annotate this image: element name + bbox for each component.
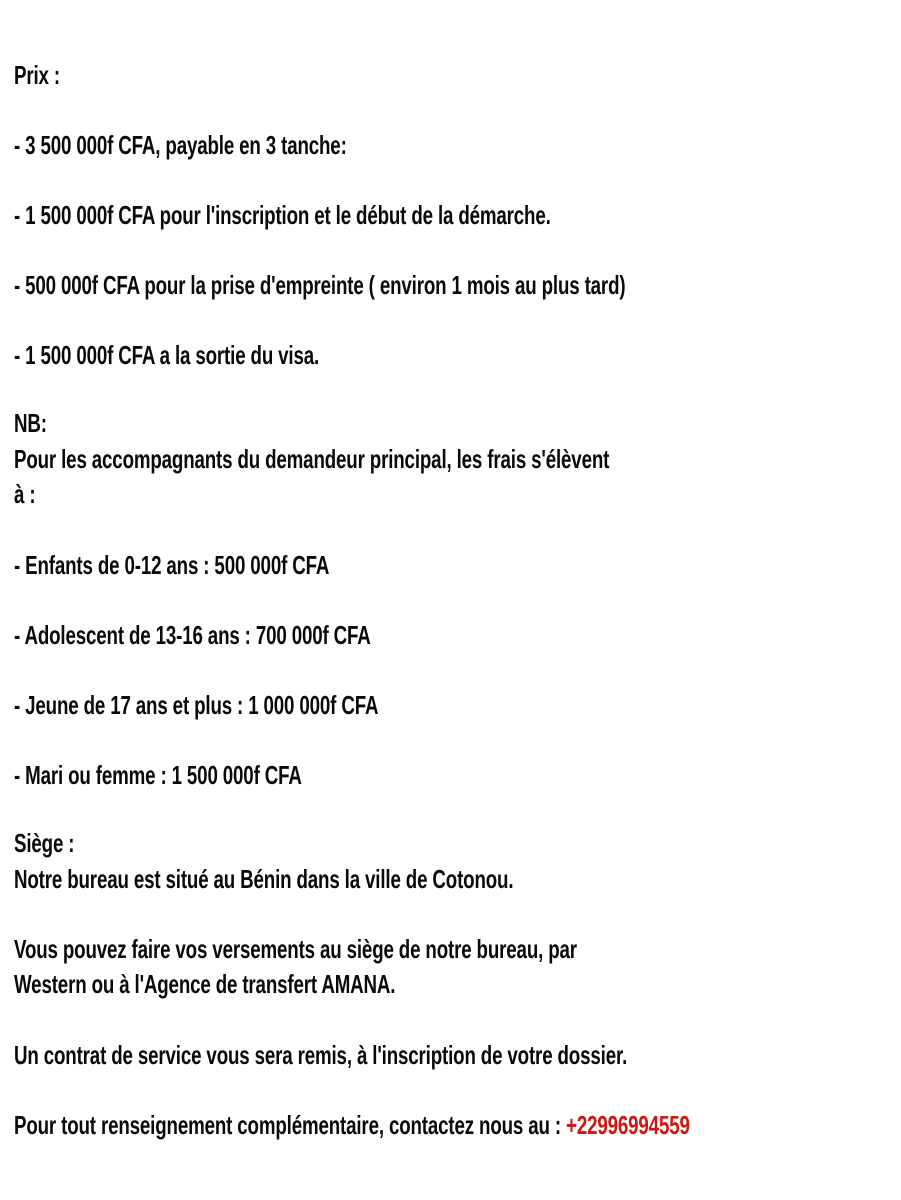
installment-fingerprint: - 500 000f CFA pour la prise d'empreinte ( environ 1 mois au plus tard) [14,270,626,300]
nb-heading: NB: [14,408,47,438]
price-heading: Prix : [14,60,60,90]
nb-text-line-1: Pour les accompagnants du demandeur principal, les frais s'élèvent [14,444,610,474]
fee-children: - Enfants de 0-12 ans : 500 000f CFA [14,550,330,580]
contact-phone[interactable]: +22996994559 [566,1110,690,1140]
payment-text-line-1: Vous pouvez faire vos versements au siège de notre bureau, par [14,934,577,964]
installment-visa: - 1 500 000f CFA a la sortie du visa. [14,340,320,370]
contract-text: Un contrat de service vous sera remis, à l'inscription de votre dossier. [14,1040,628,1070]
payment-text-line-2: Western ou à l'Agence de transfert AMANA. [14,969,396,999]
document [14,0,900,1200]
fee-spouse: - Mari ou femme : 1 500 000f CFA [14,760,302,790]
nb-text-line-2: à : [14,479,36,509]
contact-line [14,1108,690,1142]
seat-heading: Siège : [14,828,75,858]
fee-young-adult: - Jeune de 17 ans et plus : 1 000 000f CFA [14,690,379,720]
contact-text: Pour tout renseignement complémentaire, contactez nous au : [14,1110,567,1140]
installment-registration: - 1 500 000f CFA pour l'inscription et le début de la démarche. [14,200,551,230]
price-total: - 3 500 000f CFA, payable en 3 tanche: [14,130,347,160]
fee-adolescent: - Adolescent de 13-16 ans : 700 000f CFA [14,620,371,650]
seat-text: Notre bureau est situé au Bénin dans la ville de Cotonou. [14,864,514,894]
